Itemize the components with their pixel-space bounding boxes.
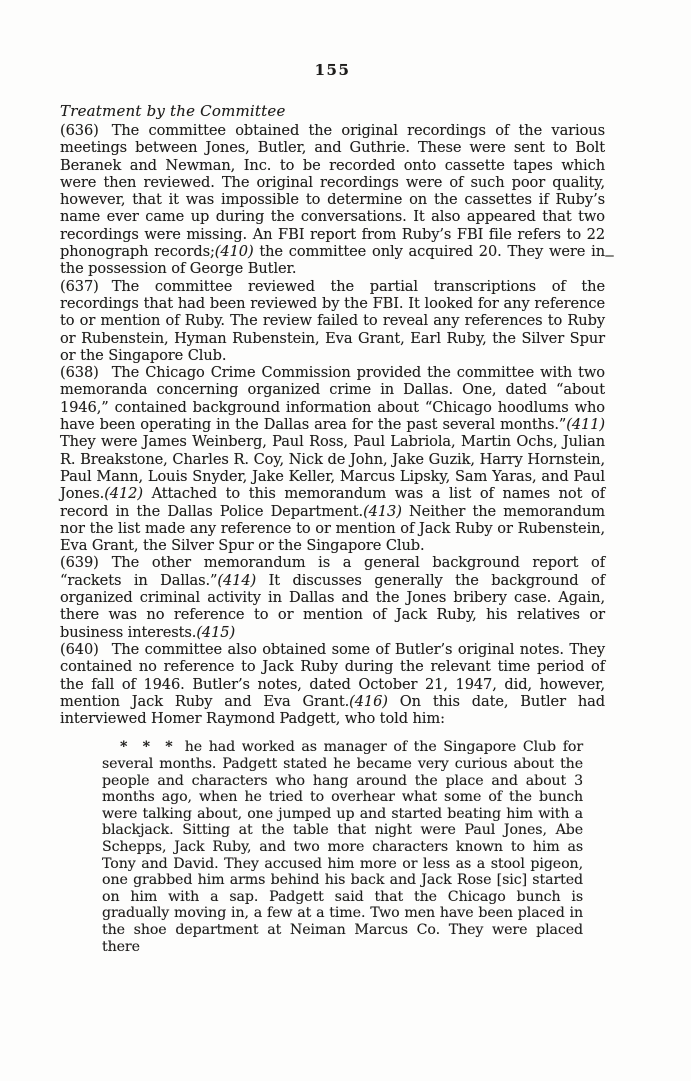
paragraph-638 xyxy=(60,364,605,554)
paragraph-number: (637) xyxy=(60,277,99,295)
paragraph-640 xyxy=(60,641,605,727)
block-quote xyxy=(102,739,583,955)
page-number: 155 xyxy=(314,61,351,79)
section-heading: Treatment by the Committee xyxy=(60,102,286,120)
paragraph-text: The other memorandum is a general background report of “rackets in Dallas.”(414) It discusses generally the background of organized criminal activity in Dallas and the Jones bribery case. Again, there was no reference to or mention of Jack Ruby, his relatives or business interests.(415) xyxy=(60,554,606,641)
paragraph-639 xyxy=(60,554,605,640)
quote-stars: * * * xyxy=(120,739,177,756)
paragraph-number: (638) xyxy=(60,364,99,382)
paragraph-text: The committee also obtained some of Butler’s original notes. They contained no reference to Jack Ruby during the relevant time period of the fall of 1946. Butler’s notes, dated October 21, 1947, did, however, mention Jack Ruby and Eva Grant.(416) On this date, Butler had interviewed Homer Raymond Padgett, who told him: xyxy=(60,640,605,728)
paragraph-text: The committee reviewed the partial transcriptions of the recordings that had been reviewed by the FBI. It looked for any reference to or mention of Ruby. The review failed to reveal any references to Ruby or Rubenstein, Hyman Rubenstein, Eva Grant, Earl Ruby, the Silver Spur or the Singapore Club. xyxy=(60,277,605,364)
text-block xyxy=(60,61,605,955)
paragraph-number: (640) xyxy=(60,640,99,658)
paragraph-number: (639) xyxy=(60,554,99,572)
paragraph-637 xyxy=(60,278,605,364)
paragraph-number: (636) xyxy=(60,122,99,139)
quote-text: he had worked as manager of the Singapore Club for several months. Padgett stated he became very curious about the people and characters who hang around the place and about 3 months ago, when he tried to overhear what some of the bunch were talking about, one jumped up and started beating him with a blackjack. Sitting at the table that night were Paul Jones, Abe Schepps, Jack Ruby, and two more characters known to him as Tony and David. They accused him more or less as a stool pigeon, one grabbed him arms behind his back and Jack Rose [sic] started on him with a sap. Padgett said that the Chicago bunch is gradually moving in, a few at a time. Two men have been placed in the shoe department at Neiman Marcus Co. They were placed there xyxy=(102,739,583,955)
paragraph-636 xyxy=(60,122,605,278)
scan-artifact-mark xyxy=(605,255,614,257)
paragraph-text: The Chicago Crime Commission provided the committee with two memoranda concerning organized crime in Dallas. One, dated “about 1946,” contained background information about “Chicago hoodlums who have been operating in the Dallas area for the past several months.”(411) They were James Weinberg, Paul Ross, Paul Labriola, Martin Ochs, Julian R. Breakstone, Charles R. Coy, Nick de John, Jake Guzik, Harry Hornstein, Paul Mann, Louis Snyder, Jake Keller, Marcus Lipsky, Sam Yaras, and Paul Jones.(412) Attached to this memorandum was a list of names not of record in the Dallas Police Department.(413) Neither the memorandum nor the list made any reference to or mention of Jack Ruby or Rubenstein, Eva Grant, the Silver Spur or the Singapore Club. xyxy=(60,364,605,555)
paragraph-text: The committee obtained the original recordings of the various meetings between Jones, Butler, and Guthrie. These were sent to Bolt Beranek and Newman, Inc. to be recorded onto cassette tapes which were then reviewed. The original recordings were of such poor quality, however, that it was impossible to determine on the cassettes if Ruby’s name ever came up during the conversations. It also appeared that two recordings were missing. An FBI report from Ruby’s FBI file refers to 22 phonograph records;(410) the committee only acquired 20. They were in the possession of George Butler. xyxy=(60,122,605,278)
